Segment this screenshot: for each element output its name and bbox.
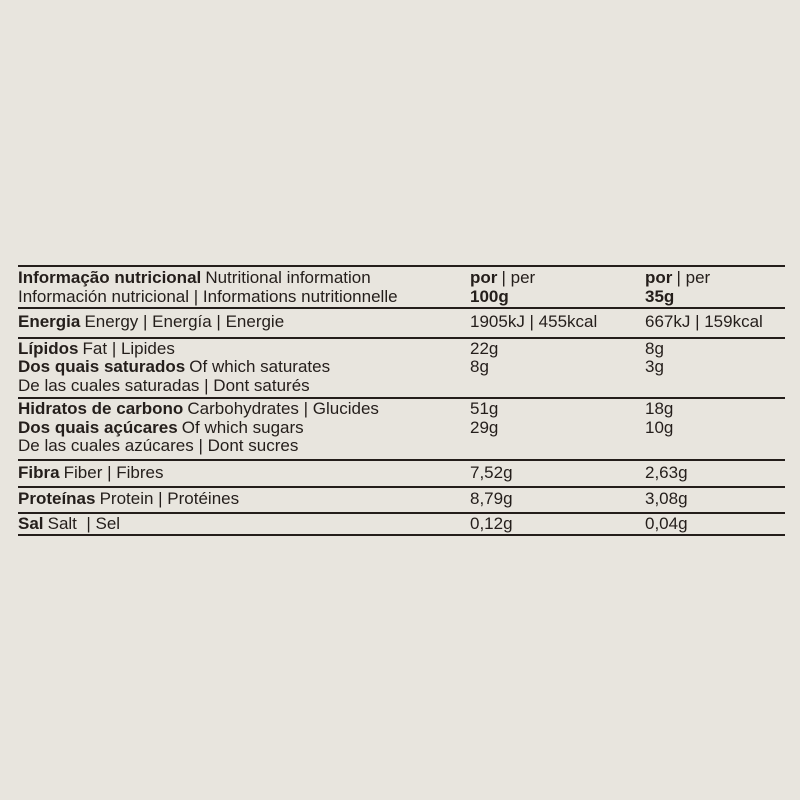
- row-carbohydrates: [18, 397, 785, 459]
- row-label: [18, 313, 470, 332]
- subnutrient-translations: De las cuales azúcares | Dont sucres: [18, 436, 299, 455]
- table-title-line2: Información nutricional | Informations nutritionnelle: [18, 286, 398, 306]
- nutrient-name: Sal: [18, 513, 44, 533]
- value-per-100g: [470, 515, 645, 534]
- nutrient-translations: Energy | Energía | Energie: [84, 312, 285, 331]
- column-header-amount-100g: 100g: [470, 286, 509, 306]
- per-word-secondary: | per: [676, 268, 711, 287]
- nutrition-table: [18, 265, 785, 536]
- saturates-value-100g: 8g: [470, 357, 489, 376]
- row-label: [18, 340, 470, 396]
- row-label: [18, 515, 470, 534]
- subnutrient-name: Dos quais açúcares: [18, 417, 178, 437]
- nutrient-translations: Protein | Protéines: [99, 489, 240, 508]
- row-protein: [18, 486, 785, 512]
- fiber-value-35g: 2,63g: [645, 462, 688, 482]
- value-per-100g: [470, 490, 645, 509]
- value-per-35g: [645, 340, 785, 377]
- row-salt: [18, 512, 785, 535]
- fat-value-35g: 8g: [645, 338, 664, 358]
- table-title-primary: Informação nutricional: [18, 268, 202, 287]
- per-word-primary: por: [645, 268, 673, 287]
- nutrient-name: Hidratos de carbono: [18, 399, 184, 418]
- carbs-value-100g: 51g: [470, 399, 499, 418]
- sugars-value-35g: 10g: [645, 417, 674, 437]
- row-label: [18, 464, 470, 483]
- value-per-100g: [470, 340, 645, 377]
- column-header-per-label: [645, 269, 785, 288]
- column-header-per-100g: [470, 269, 645, 306]
- subnutrient-name: Dos quais saturados: [18, 357, 186, 376]
- table-title-line1: [18, 269, 470, 288]
- protein-value-35g: 3,08g: [645, 489, 688, 508]
- value-per-35g: [645, 313, 785, 332]
- nutrient-translations: Salt | Sel: [47, 513, 121, 533]
- column-header-amount-35g: 35g: [645, 286, 675, 306]
- salt-value-35g: 0,04g: [645, 513, 688, 533]
- table-title-secondary: Nutritional information: [205, 268, 371, 287]
- subnutrient-translations: Of which sugars: [181, 417, 304, 437]
- nutrient-translations: Fat | Lipides: [82, 338, 175, 358]
- row-fiber: [18, 459, 785, 487]
- nutrient-translations: Carbohydrates | Glucides: [187, 399, 379, 418]
- energy-value-35g: 667kJ | 159kcal: [645, 312, 763, 331]
- carbs-value-35g: 18g: [645, 399, 674, 418]
- subnutrient-translations: De las cuales saturadas | Dont saturés: [18, 375, 310, 395]
- nutrient-name: Fibra: [18, 462, 60, 482]
- value-per-100g: [470, 313, 645, 332]
- value-per-35g: [645, 515, 785, 534]
- salt-value-100g: 0,12g: [470, 513, 513, 533]
- fiber-value-100g: 7,52g: [470, 462, 513, 482]
- value-per-35g: [645, 400, 785, 437]
- fat-value-100g: 22g: [470, 338, 499, 358]
- table-header: [18, 265, 785, 307]
- value-per-100g: [470, 400, 645, 437]
- nutrient-name: Lípidos: [18, 338, 79, 358]
- table-title: [18, 269, 470, 306]
- value-per-35g: [645, 490, 785, 509]
- nutrient-name: Energia: [18, 312, 81, 331]
- subnutrient-translations: Of which saturates: [189, 357, 331, 376]
- saturates-value-35g: 3g: [645, 357, 664, 376]
- nutrient-name: Proteínas: [18, 489, 96, 508]
- column-header-per-35g: [645, 269, 785, 306]
- sugars-value-100g: 29g: [470, 417, 499, 437]
- nutrient-translations: Fiber | Fibres: [63, 462, 164, 482]
- energy-value-100g: 1905kJ | 455kcal: [470, 312, 598, 331]
- row-label: [18, 490, 470, 509]
- protein-value-100g: 8,79g: [470, 489, 513, 508]
- row-label: [18, 400, 470, 456]
- row-fat: [18, 337, 785, 398]
- per-word-primary: por: [470, 268, 498, 287]
- column-header-per-label: [470, 269, 645, 288]
- per-word-secondary: | per: [501, 268, 536, 287]
- value-per-35g: [645, 464, 785, 483]
- row-energy: [18, 307, 785, 337]
- value-per-100g: [470, 464, 645, 483]
